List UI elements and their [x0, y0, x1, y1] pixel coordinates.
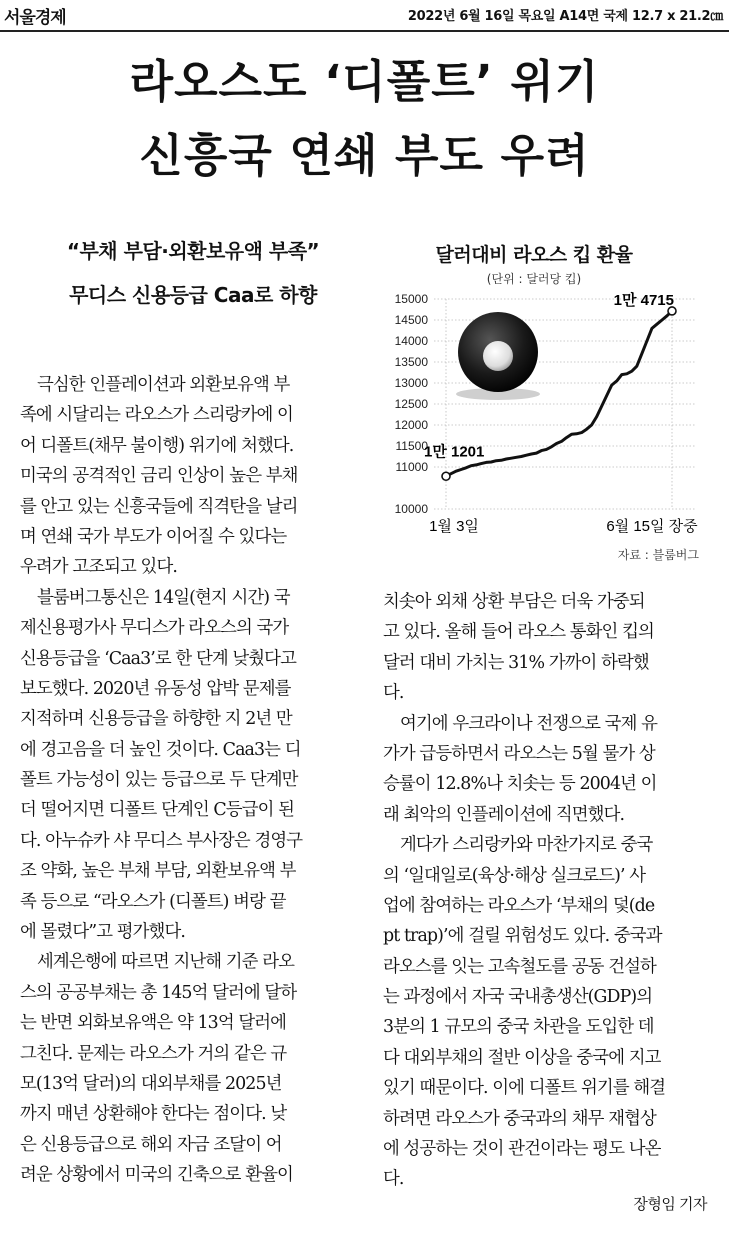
body-line: 승률이 12.8%나 치솟는 등 2004년 이 [383, 774, 657, 795]
body-line: 까지 매년 상환해야 한다는 점이다. 낮 [20, 1104, 287, 1125]
body-line: 에 경고음을 더 높인 것이다. Caa3는 디 [20, 739, 301, 760]
body-line: 3분의 1 규모의 중국 차관을 도입한 데 [383, 1017, 654, 1038]
body-line: 하려면 라오스가 중국과의 채무 재협상 [383, 1108, 656, 1129]
body-line: 제신용평가사 무디스가 라오스의 국가 [20, 618, 289, 639]
body-line: 가가 급등하면서 라오스는 5월 물가 상 [383, 743, 655, 764]
byline: 장형임 기자 [633, 1196, 707, 1213]
body-line: 는 과정에서 자국 국내총생산(GDP)의 [383, 987, 653, 1008]
body-line: 있기 때문이다. 이에 디폴트 위기를 해결 [383, 1078, 666, 1099]
body-line: 업에 참여하는 라오스가 ‘부채의 덫(de [383, 895, 655, 916]
y-tick-label: 14000 [394, 334, 428, 348]
body-line: 우려가 고조되고 있다. [20, 557, 177, 578]
body-line: 보도했다. 2020년 유동성 압박 문제를 [20, 678, 291, 699]
headline-line-2: 신흥국 연쇄 부도 우려 [139, 129, 590, 182]
body-line: 모(13억 달러)의 대외부채를 2025년 [20, 1073, 282, 1094]
body-line: 그친다. 문제는 라오스가 거의 같은 규 [20, 1043, 287, 1064]
x-axis-end-label: 6월 15일 장중 [606, 518, 698, 535]
body-line: 는 반면 외화보유액은 약 13억 달러에 [20, 1013, 287, 1034]
start-point-marker [442, 472, 450, 480]
body-line: 려운 상황에서 미국의 긴축으로 환율이 [20, 1165, 293, 1186]
body-line: 의 ‘일대일로(육상·해상 실크로드)’ 사 [383, 865, 646, 886]
y-tick-label: 10000 [394, 502, 428, 516]
body-line: 여기에 우크라이나 전쟁으로 국제 유 [400, 713, 658, 734]
body-line: 조 약화, 높은 부채 부담, 외환보유액 부 [20, 861, 296, 882]
body-line: 더 떨어지면 디폴트 단계인 C등급이 된 [20, 800, 295, 821]
body-line: 라오스를 잇는 고속철도를 공동 건설하 [383, 956, 656, 977]
y-tick-label: 11500 [395, 439, 428, 453]
body-line: 족 등으로 “라오스가 (디폴트) 벼랑 끝 [20, 891, 286, 912]
subheadline-line-1: “부채 부담·외환보유액 부족” [66, 239, 320, 263]
body-line: 족에 시달리는 라오스가 스리랑카에 이 [20, 405, 293, 426]
body-line: 스의 공공부채는 총 145억 달러에 달하 [20, 982, 297, 1003]
body-line: 은 신용등급으로 해외 자금 조달이 어 [20, 1134, 282, 1155]
issue-info: 2022년 6월 16일 목요일 A14면 국제 12.7 x 21.2㎝ [407, 9, 723, 24]
body-line: 에 성공하는 것이 관건이라는 평도 나온 [383, 1139, 661, 1160]
chart-title: 달러대비 라오스 킵 환율 [435, 244, 633, 266]
end-value-label: 1만 4715 [613, 292, 674, 309]
x-axis-start-label: 1월 3일 [429, 518, 479, 535]
headline-line-1: 라오스도 ‘디폴트’ 위기 [129, 55, 600, 108]
exchange-rate-chart [374, 285, 714, 547]
y-tick-label: 13000 [394, 376, 428, 390]
body-line: 달러 대비 가치는 31% 가까이 하락했 [383, 652, 649, 673]
body-line: 다. [383, 683, 404, 704]
body-line: 에 몰렸다”고 평가했다. [20, 922, 185, 943]
subheadline-line-2: 무디스 신용등급 Caa로 하향 [69, 283, 317, 307]
y-tick-label: 13500 [394, 355, 428, 369]
body-line: 를 안고 있는 신흥국들에 직격탄을 날리 [20, 496, 298, 517]
ball-illustration [456, 312, 540, 400]
body-column-right [383, 587, 713, 1195]
y-tick-label: 12500 [394, 397, 428, 411]
body-line: 다. 아누슈카 샤 무디스 부사장은 경영구 [20, 830, 303, 851]
body-line: 다 대외부채의 절반 이상을 중국에 지고 [383, 1047, 661, 1068]
body-line: 미국의 공격적인 금리 인상이 높은 부채 [20, 466, 298, 487]
body-line: 치솟아 외채 상환 부담은 더욱 가중되 [383, 592, 645, 612]
y-tick-label: 15000 [394, 292, 428, 306]
y-tick-label: 11000 [395, 460, 428, 474]
chart-unit: (단위 : 달러당 킵) [486, 272, 582, 286]
body-line: 세계은행에 따르면 지난해 기준 라오 [37, 952, 295, 973]
newspaper-name: 서울경제 [4, 8, 66, 28]
body-line: 게다가 스리랑카와 마찬가지로 중국 [400, 835, 653, 856]
body-line: 폴트 가능성이 있는 등급으로 두 단계만 [20, 770, 298, 791]
body-line: pt trap)’에 걸릴 위험성도 있다. 중국과 [383, 926, 662, 947]
body-line: 며 연쇄 국가 부도가 이어질 수 있다는 [20, 526, 287, 547]
chart-source: 자료 : 블룸버그 [617, 548, 699, 562]
y-tick-label: 14500 [394, 313, 428, 327]
body-line: 극심한 인플레이션과 외환보유액 부 [37, 375, 290, 395]
body-line: 어 디폴트(채무 불이행) 위기에 처했다. [20, 435, 294, 456]
body-line: 블룸버그통신은 14일(현지 시간) 국 [37, 587, 290, 608]
body-line: 고 있다. 올해 들어 라오스 통화인 킵의 [383, 622, 654, 643]
body-line: 신용등급을 ‘Caa3’로 한 단계 낮췄다고 [20, 648, 296, 669]
start-value-label: 1만 1201 [424, 443, 485, 461]
body-column-left [20, 370, 350, 1191]
body-line: 지적하며 신용등급을 하향한 지 2년 만 [20, 709, 292, 730]
newspaper-header [0, 0, 729, 32]
white-circle [483, 341, 513, 371]
y-axis-ticks [395, 292, 429, 516]
body-line: 래 최악의 인플레이션에 직면했다. [383, 804, 625, 825]
body-line: 다. [383, 1169, 404, 1190]
y-tick-label: 12000 [394, 418, 428, 432]
